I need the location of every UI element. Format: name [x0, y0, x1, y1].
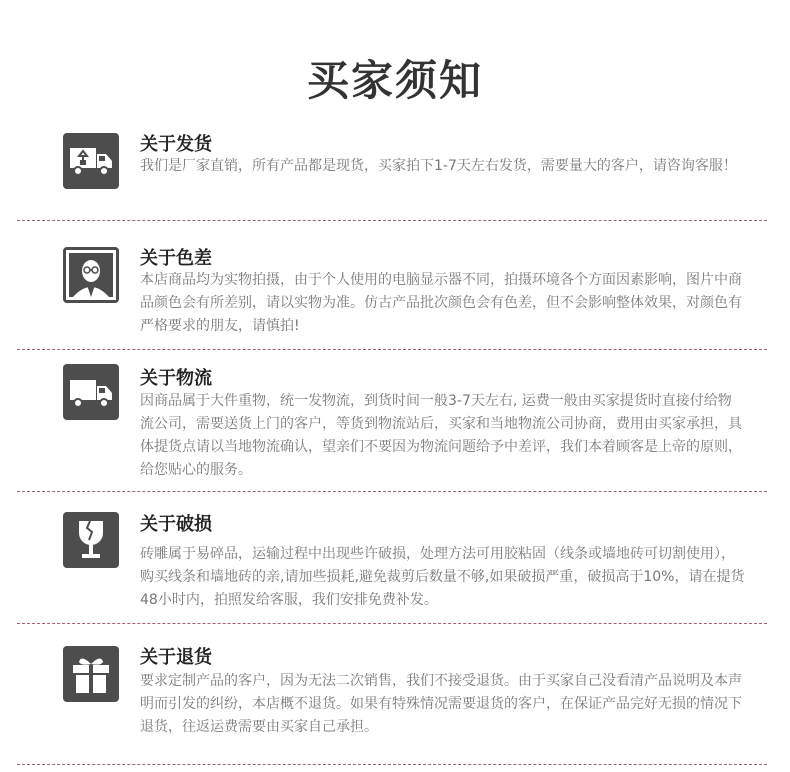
section-heading: 关于破损 — [140, 514, 212, 535]
section-heading: 关于色差 — [140, 248, 212, 269]
divider — [17, 764, 767, 765]
section-heading: 关于退货 — [140, 647, 212, 668]
section-text: 本店商品均为实物拍摄，由于个人使用的电脑显示器不同，拍摄环境各个方面因素影响，图片中商品颜色会有所差别，请以实物为准。仿古产品批次颜色会有色差，但不会影响整体效果，对颜色有严格要求的朋友，请慎拍! — [140, 272, 742, 334]
broken-glass-icon — [63, 512, 119, 568]
truck-icon — [63, 364, 119, 420]
section-text: 要求定制产品的客户，因为无法二次销售，我们不接受退货。由于买家自己没看清产品说明及本声明而引发的纠纷，本店概不退货。如果有特殊情况需要退货的客户，在保证产品完好无损的情况下退货，往返运费需要由买家自己承担。 — [140, 673, 742, 735]
divider — [17, 349, 767, 350]
section-text: 我们是厂家直销，所有产品都是现货，买家拍下1-7天左右发货，需要量大的客户，请咨询客服！ — [140, 158, 737, 174]
gift-box-icon — [63, 646, 119, 702]
divider — [17, 220, 767, 221]
section-text: 因商品属于大件重物，统一发物流，到货时间一般3-7天左右, 运费一般由买家提货时直接付给物流公司，需要送货上门的客户，等货到物流站后，买家和当地物流公司协商，费用由买家承担，具体提货点请以当地物流确认，望亲们不要因为物流问题给予中差评，我们本着顾客是上帝的原则，给您贴心的服务。 — [140, 393, 742, 478]
section-heading: 关于发货 — [140, 134, 212, 155]
divider — [17, 491, 767, 492]
person-glasses-icon — [63, 247, 119, 303]
section-heading: 关于物流 — [140, 368, 212, 389]
section-text: 砖雕属于易碎品，运输过程中出现些许破损，处理方法可用胶粘固（线条或墙地砖可切割使用），购买线条和墙地砖的亲,请加些损耗,避免裁剪后数量不够,如果破损严重，破损高于10%，请在提货48小时内，拍照发给客服，我们安排免费补发。 — [140, 546, 745, 608]
delivery-truck-icon — [63, 133, 119, 189]
divider — [17, 623, 767, 624]
page-title: 买家须知 — [306, 56, 483, 105]
